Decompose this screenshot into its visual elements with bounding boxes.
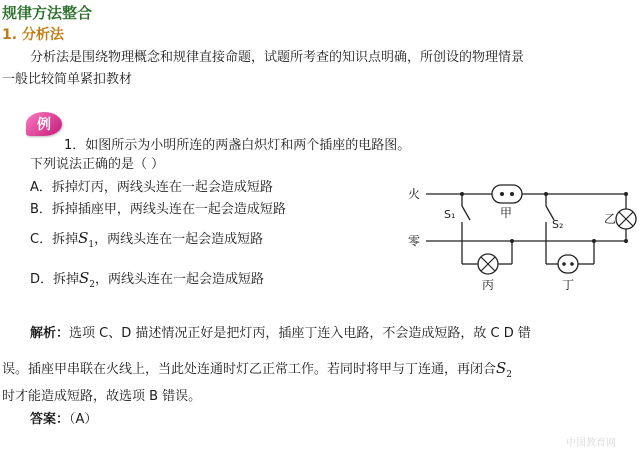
junction-dot [510, 239, 514, 243]
option-c-prefix: C．拆掉 [30, 232, 79, 247]
analysis-text-2: 误。插座甲串联在火线上，当此处连通时灯乙正常工作。若同时将甲与丁连通，再闭合 [2, 362, 497, 377]
option-a: A．拆掉灯丙，两线头连在一起会造成短路 [30, 180, 273, 195]
question-title: 1．如图所示为小明所连的两盏白炽灯和两个插座的电路图。 [64, 138, 411, 153]
sub-title: 1. 分析法 [2, 27, 64, 43]
s-subscript-2: 2 [89, 280, 96, 290]
example-badge: 例 [26, 112, 62, 136]
switch-symbol-s2 [79, 269, 96, 290]
option-c-suffix: ，两线头连在一起会造成短路 [94, 232, 264, 247]
label-s1: S₁ [444, 208, 456, 221]
switch-symbol-s2-inline [496, 359, 513, 380]
junction-dot [624, 192, 628, 196]
analysis-line-2 [2, 358, 512, 380]
answer-value: （A） [69, 412, 98, 427]
watermark: 中国教育网 [566, 438, 616, 449]
junction-dot [592, 239, 596, 243]
switch-symbol-s1 [78, 229, 95, 250]
option-b: B．拆掉插座甲，两线头连在一起会造成短路 [30, 202, 286, 217]
analysis-label: 解析： [30, 326, 70, 341]
analysis-line-1 [30, 322, 531, 341]
s-subscript-2: 2 [506, 370, 513, 380]
answer-label: 答案： [30, 412, 70, 427]
s-letter: S [79, 269, 90, 287]
option-d-suffix: ，两线头连在一起会造成短路 [95, 272, 265, 287]
label-live: 火 [408, 187, 421, 201]
junction-dot [624, 239, 628, 243]
question-stem: 下列说法正确的是（ ） [30, 157, 165, 172]
option-c [30, 228, 263, 250]
intro-line-1: 分析法是围绕物理概念和规律直接命题，试题所考查的知识点明确，所创设的物理情景 [30, 50, 525, 65]
lamp-bing-icon [478, 254, 498, 274]
junction-dot [544, 192, 548, 196]
section-title: 规律方法整合 [2, 4, 93, 22]
s-letter: S [78, 229, 89, 247]
analysis-line-3: 时才能造成短路，故选项 B 错误。 [2, 389, 202, 404]
label-s2: S₂ [552, 218, 564, 231]
label-bing: 丙 [482, 278, 495, 292]
option-d [30, 268, 264, 290]
option-d-prefix: D．拆掉 [30, 272, 80, 287]
junction-dot [460, 192, 464, 196]
answer-line [30, 408, 97, 427]
label-yi: 乙 [604, 212, 617, 226]
socket-ding-icon [558, 255, 578, 273]
socket-jia-icon [492, 185, 522, 203]
circuit-diagram [406, 176, 640, 296]
s-letter: S [496, 359, 507, 377]
lamp-yi-icon [616, 209, 636, 229]
label-jia: 甲 [500, 206, 513, 220]
label-neutral: 零 [408, 234, 421, 248]
s-subscript-1: 1 [88, 240, 95, 250]
label-ding: 丁 [562, 278, 575, 292]
analysis-text-1: 选项 C、D 描述情况正好是把灯丙，插座丁连入电路，不会造成短路，故 C D 错 [69, 326, 531, 341]
intro-line-2: 一般比较简单紧扣教材 [2, 72, 133, 87]
